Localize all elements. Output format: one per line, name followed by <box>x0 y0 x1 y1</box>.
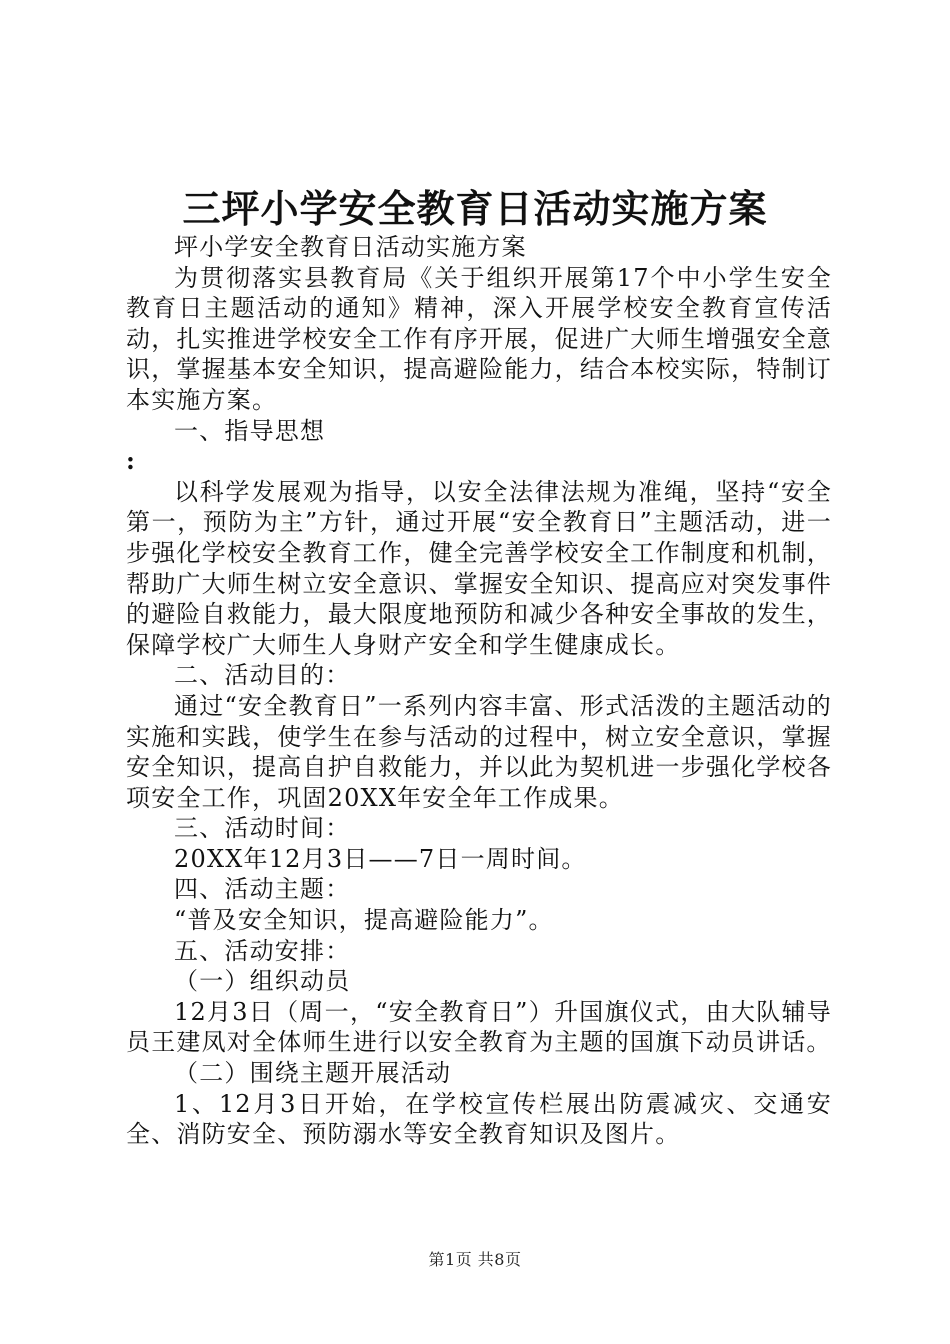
activity-purpose-paragraph: 通过“安全教育日”一系列内容丰富、形式活泼的主题活动的实施和实践，使学生在参与活动的过程中，树立安全意识，掌握安全知识，提高自护自救能力，并以此为契机进一步强化学校各项安全工作，巩固20XX年安全年工作成果。 <box>126 691 832 812</box>
section-heading-activity-arrangement: 五、活动安排： <box>174 936 351 965</box>
section-heading-activity-theme: 四、活动主题： <box>174 875 351 904</box>
activity-theme-paragraph: “普及安全知识，提高避险能力”。 <box>174 906 554 935</box>
section-heading-activity-time: 三、活动时间： <box>174 814 351 843</box>
subtitle-paragraph: 坪小学安全教育日活动实施方案 <box>174 233 527 261</box>
section-heading-activity-purpose: 二、活动目的： <box>174 661 351 690</box>
mobilization-paragraph: 12月3日（周一，“安全教育日”）升国旗仪式，由大队辅导员王建凤对全体师生进行以安全教育为主题的国旗下动员讲话。 <box>126 997 832 1057</box>
section-heading-guiding-thought: 一、指导思想 <box>174 416 326 445</box>
intro-paragraph: 为贯彻落实县教育局《关于组织开展第17个中小学生安全教育日主题活动的通知》精神，深入开展学校安全教育宣传活动，扎实推进学校安全工作有序开展，促进广大师生增强安全意识，掌握基本安全知识，提高避险能力，结合本校实际，特制订本实施方案。 <box>126 263 832 414</box>
page-footer: 第1页 共8页 <box>428 1250 522 1269</box>
document-title: 三坪小学安全教育日活动实施方案 <box>182 186 768 231</box>
document-body <box>126 232 832 1150</box>
colon-line: : <box>126 446 137 476</box>
guiding-thought-paragraph: 以科学发展观为指导，以安全法律法规为准绳，坚持“安全第一，预防为主”方针，通过开展“安全教育日”主题活动，进一步强化学校安全教育工作，健全完善学校安全工作制度和机制，帮助广大师生树立安全意识、掌握安全知识、提高应对突发事件的避险自救能力，最大限度地预防和减少各种安全事故的发生，保障学校广大师生人身财产安全和学生健康成长。 <box>126 477 832 659</box>
subsection-heading-theme-activities: （二）围绕主题开展活动 <box>174 1059 452 1088</box>
activity-time-paragraph: 20XX年12月3日——7日一周时间。 <box>174 844 587 873</box>
subsection-heading-mobilization: （一）组织动员 <box>174 967 351 996</box>
theme-activities-paragraph: 1、12月3日开始，在学校宣传栏展出防震减灾、交通安全、消防安全、预防溺水等安全教育知识及图片。 <box>126 1089 832 1149</box>
